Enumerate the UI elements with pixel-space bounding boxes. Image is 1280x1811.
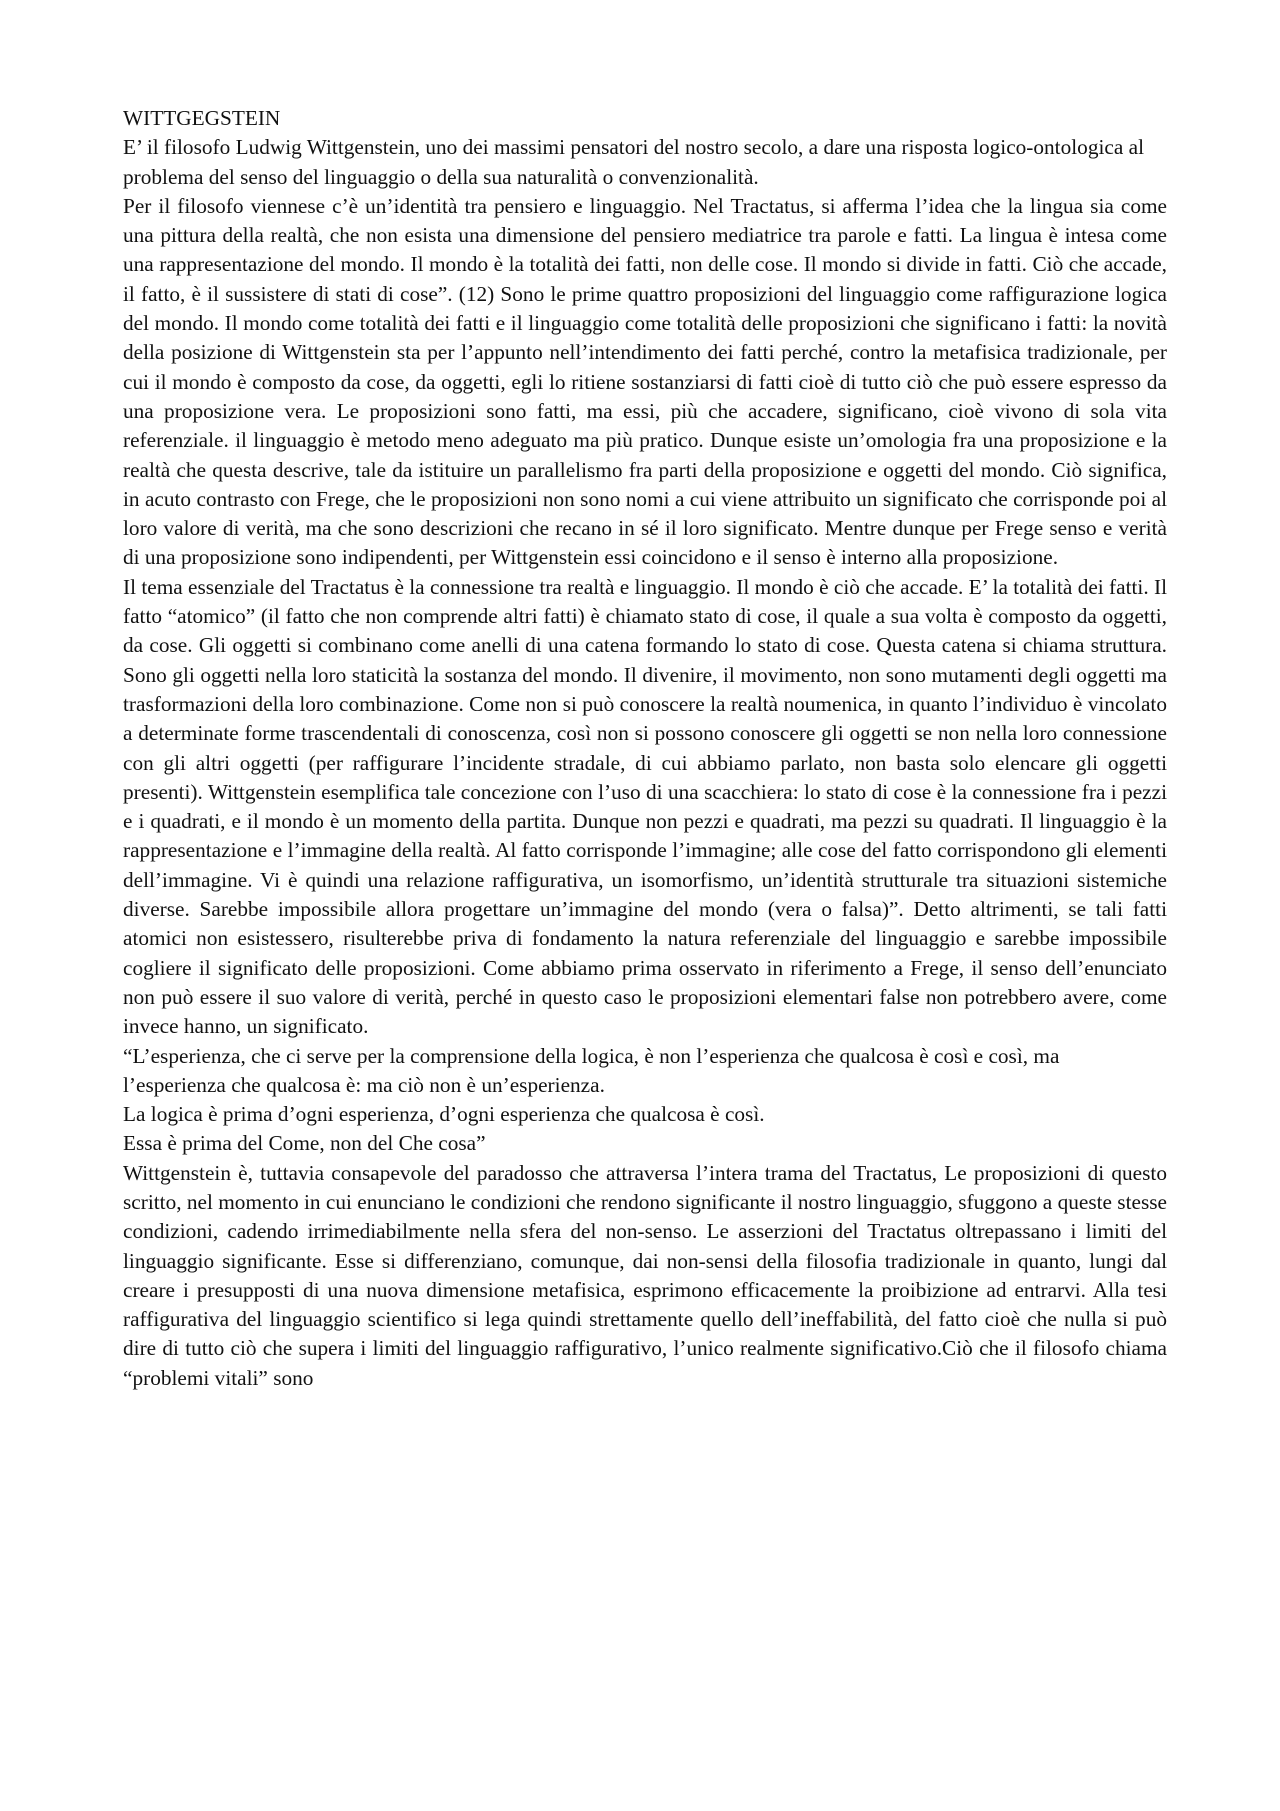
quote-line-how-what: Essa è prima del Come, non del Che cosa” (123, 1131, 486, 1156)
paragraph-tractatus-theme: Il tema essenziale del Tractatus è la connessione tra realtà e linguaggio. Il mondo è ciò che accade. E’ la totalità dei fatti. Il fatto “atomico” (il fatto che non comprende altri fatti) è chiamato stato di cose, il quale a sua volta è composto da oggetti, da cose. Gli oggetti si combinano come anelli di una catena formando lo stato di cose. Questa catena si chiama struttura. Sono gli oggetti nella loro staticità la sostanza del mondo. Il divenire, il movimento, non sono mutamenti degli oggetti ma trasformazioni della loro combinazione. Come non si può conoscere la realtà noumenica, in quanto l’individuo è vincolato a determinate forme trascendentali di conoscenza, così non si possono conoscere gli oggetti se non nella loro connessione con gli altri oggetti (per raffigurare l’incidente stradale, di cui abbiamo parlato, non basta solo elencare gli oggetti presenti). Wittgenstein esemplifica tale concezione con l’uso di una scacchiera: lo stato di cose è la connessione fra i pezzi e i quadrati, e il mondo è un momento della partita. Dunque non pezzi e quadrati, ma pezzi su quadrati. Il linguaggio è la rappresentazione e l’immagine della realtà. Al fatto corrisponde l’immagine; alle cose del fatto corrispondono gli elementi dell’immagine. Vi è quindi una relazione raffigurativa, un isomorfismo, un’identità strutturale tra situazioni sistemiche diverse. Sarebbe impossibile allora progettare un’immagine del mondo (vera o falsa)”. Detto altrimenti, se tali fatti atomici non esistessero, risulterebbe priva di fondamento la natura referenziale del linguaggio e sarebbe impossibile cogliere il significato delle proposizioni. Come abbiamo prima osservato in riferimento a Frege, il senso dell’enunciato non può essere il suo valore di verità, perché in questo caso le proposizioni elementari false non potrebbero avere, come invece hanno, un significato. (123, 574, 1167, 1039)
quote-line-logic: La logica è prima d’ogni esperienza, d’ogni esperienza che qualcosa è così. (123, 1102, 765, 1127)
quote-line-experience: “L’esperienza, che ci serve per la comprensione della logica, è non l’esperienza che qualcosa è così e così, ma l’esperienza che qualcosa è: ma ciò non è un’esperienza. (123, 1043, 1060, 1097)
paragraph-intro: E’ il filosofo Ludwig Wittgenstein, uno dei massimi pensatori del nostro secolo, a dare una risposta logico-ontologica al problema del senso del linguaggio o della sua naturalità o convenzionalità. (123, 135, 1144, 189)
document-page (123, 104, 1167, 1393)
paragraph-identity-thought-language: Per il filosofo viennese c’è un’identità tra pensiero e linguaggio. Nel Tractatus, si afferma l’idea che la lingua sia come una pittura della realtà, che non esista una dimensione del pensiero mediatrice tra parole e fatti. La lingua è intesa come una rappresentazione del mondo. Il mondo è la totalità dei fatti, non delle cose. Il mondo si divide in fatti. Ciò che accade, il fatto, è il sussistere di stati di cose”. (12) Sono le prime quattro proposizioni del linguaggio come raffigurazione logica del mondo. Il mondo come totalità dei fatti e il linguaggio come totalità delle proposizioni che significano i fatti: la novità della posizione di Wittgenstein sta per l’appunto nell’intendimento dei fatti perché, contro la metafisica tradizionale, per cui il mondo è composto da cose, da oggetti, egli lo ritiene sostanziarsi di fatti cioè di tutto ciò che può essere espresso da una proposizione vera. Le proposizioni sono fatti, ma essi, più che accadere, significano, cioè vivono di sola vita referenziale. il linguaggio è metodo meno adeguato ma più pratico. Dunque esiste un’omologia fra una proposizione e la realtà che questa descrive, tale da istituire un parallelismo fra parti della proposizione e oggetti del mondo. Ciò significa, in acuto contrasto con Frege, che le proposizioni non sono nomi a cui viene attribuito un significato che corrisponde poi al loro valore di verità, ma che sono descrizioni che recano in sé il loro significato. Mentre dunque per Frege senso e verità di una proposizione sono indipendenti, per Wittgenstein essi coincidono e il senso è interno alla proposizione. (123, 193, 1167, 570)
paragraph-paradox: Wittgenstein è, tuttavia consapevole del paradosso che attraversa l’intera trama del Tractatus, Le proposizioni di questo scritto, nel momento in cui enunciano le condizioni che rendono significante il nostro linguaggio, sfuggono a queste stesse condizioni, cadendo irrimediabilmente nella sfera del non-senso. Le asserzioni del Tractatus oltrepassano i limiti del linguaggio significante. Esse si differenziano, comunque, dai non-sensi della filosofia tradizionale in quanto, lungi dal creare i presupposti di una nuova dimensione metafisica, esprimono efficacemente la proibizione ad entrarvi. Alla tesi raffigurativa del linguaggio scientifico si lega quindi strettamente quello dell’ineffabilità, del fatto cioè che nulla si può dire di tutto ciò che supera i limiti del linguaggio raffigurativo, l’unico realmente significativo.Ciò che il filosofo chiama “problemi vitali” sono (123, 1160, 1167, 1390)
document-title: WITTGEGSTEIN (123, 106, 281, 130)
